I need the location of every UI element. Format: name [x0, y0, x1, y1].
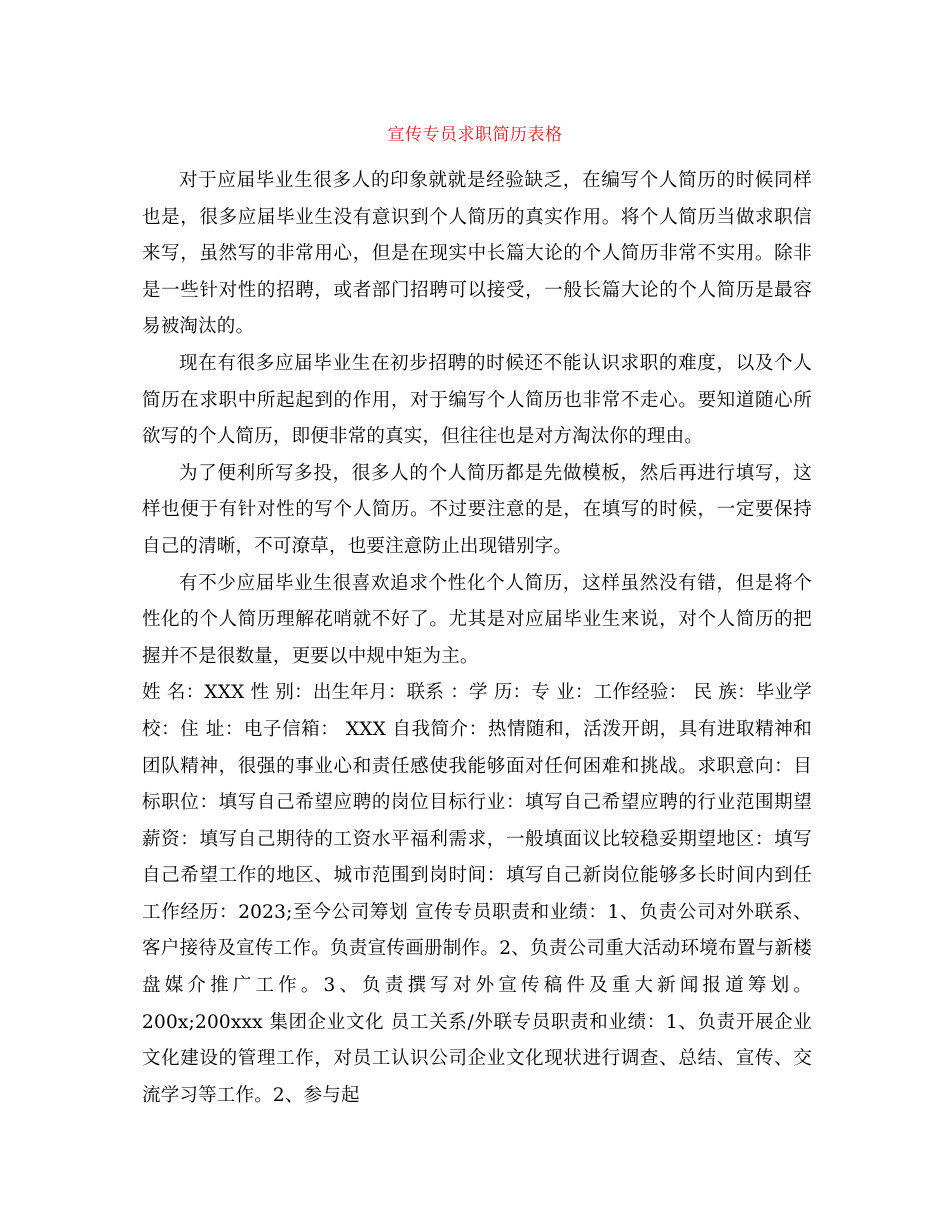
resume-block: 姓 名：XXX 性 别：出生年月：联系 ：学 历：专 业：工作经验： 民 族：毕业学校：住 址：电子信箱： XXX 自我简介：热情随和，活泼开朗，具有进取精神和团队精神，很强的事业心和责任感使我能够面对任何困难和挑战。求职意向：目标职位：填写自己希望应聘的岗位目标行业：填写自己希望应聘的行业范围期望薪资：填写自己期待的工资水平福利需求，一般填面议比较稳妥期望地区：填写自己希望工作的地区、城市范围到岗时间：填写自己新岗位能够多长时间内到任工作经历：2023;至今公司筹划 宣传专员职责和业绩：1、负责公司对外联系、客户接待及宣传工作。负责宣传画册制作。2、负责公司重大活动环境布置与新楼盘媒介推广工作。3、负责撰写对外宣传稿件及重大新闻报道筹划。200x;200xxx 集团企业文化 员工关系/外联专员职责和业绩：1、负责开展企业文化建设的管理工作，对员工认识公司企业文化现状进行调查、总结、宣传、交流学习等工作。2、参与起	[142, 682, 812, 1106]
document-body	[142, 163, 812, 1114]
paragraph-2: 现在有很多应届毕业生在初步招聘的时候还不能认识求职的难度，以及个人简历在求职中所起起到的作用，对于编写个人简历也非常不走心。要知道随心所欲写的个人简历，即便非常的真实，但往往也是对方淘汰你的理由。	[142, 352, 812, 448]
paragraph-1: 对于应届毕业生很多人的印象就就是经验缺乏，在编写个人简历的时候同样也是，很多应届毕业生没有意识到个人简历的真实作用。将个人简历当做求职信来写，虽然写的非常用心，但是在现实中长篇大论的个人简历非常不实用。除非是一些针对性的招聘，或者部门招聘可以接受，一般长篇大论的个人简历是最容易被淘汰的。	[142, 170, 812, 338]
paragraph-3: 为了便利所写多投，很多人的个人简历都是先做模板，然后再进行填写，这样也便于有针对性的写个人简历。不过要注意的是，在填写的时候，一定要保持自己的清晰，不可潦草，也要注意防止出现错别字。	[142, 462, 812, 557]
paragraph-4: 有不少应届毕业生很喜欢追求个性化个人简历，这样虽然没有错，但是将个性化的个人简历理解花哨就不好了。尤其是对应届毕业生来说，对个人简历的把握并不是很数量，更要以中规中矩为主。	[142, 572, 812, 667]
document-title: 宣传专员求职简历表格	[387, 125, 563, 145]
